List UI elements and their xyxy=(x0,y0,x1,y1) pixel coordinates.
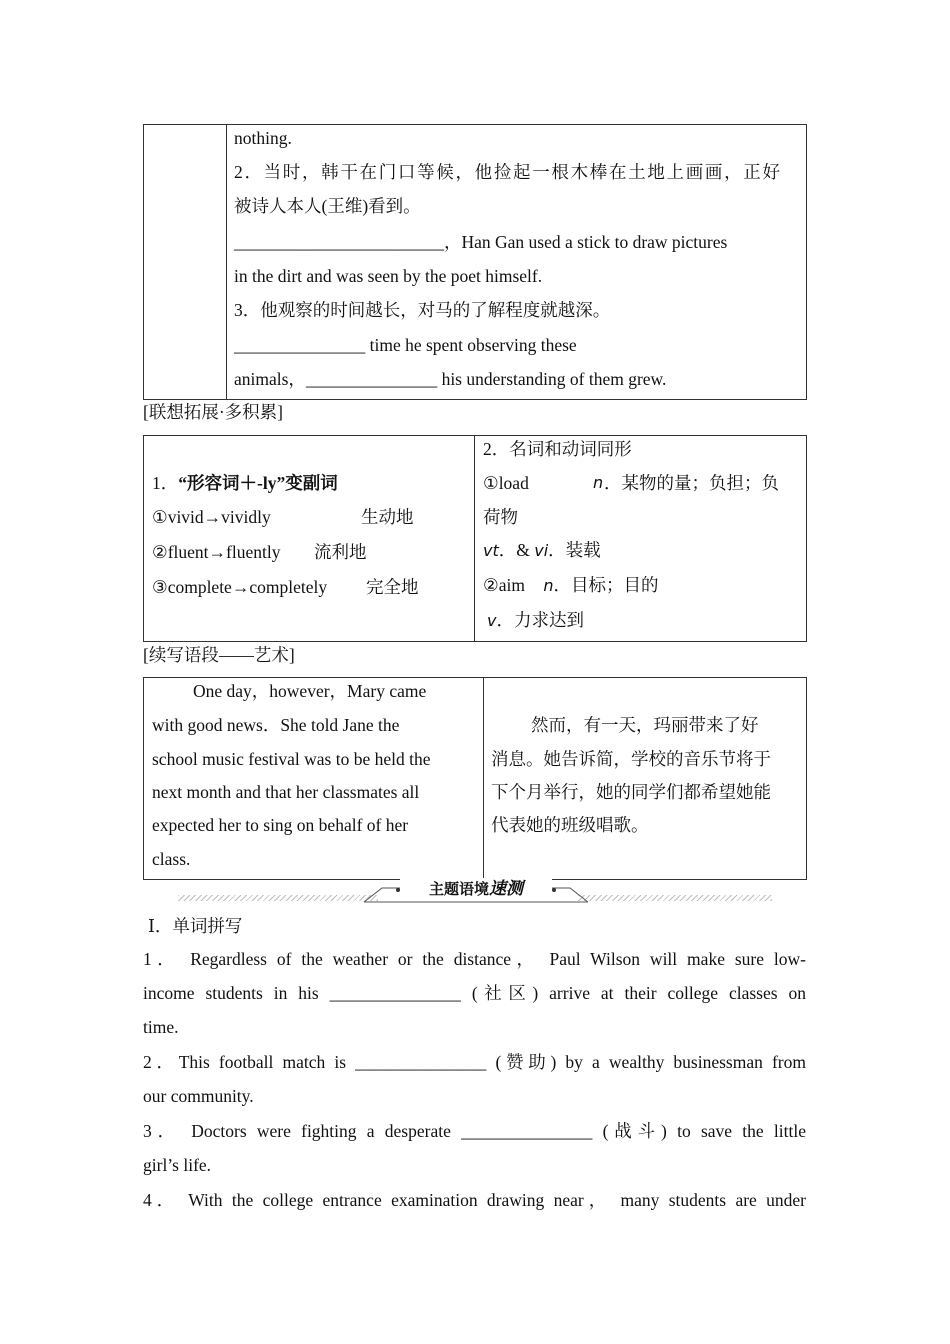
table-2-divider xyxy=(474,435,475,642)
exercise-line-6: 3． Doctors were fighting a desperate _______________ (战斗) to save the little xyxy=(143,1121,806,1141)
load-verb-line: vt．& vi．装载 xyxy=(483,540,601,560)
item-3-english-line-2: animals，_______________ his understanding of them grew. xyxy=(234,369,667,389)
exercise-line-4: 2．This football match is _______________ (赞助) by a wealthy businessman from xyxy=(143,1052,806,1072)
chinese-paragraph-line-2: 消息。她告诉简，学校的音乐节将于 xyxy=(491,749,771,769)
item-2-chinese-line-2: 被诗人本人(王维)看到。 xyxy=(234,196,421,216)
chinese-paragraph-line-4: 代表她的班级唱歌。 xyxy=(491,815,649,835)
item-3-chinese: 3．他观察的时间越长，对马的了解程度就越深。 xyxy=(234,300,611,320)
load-noun-line-2: 荷物 xyxy=(483,507,518,527)
item-2-english-line-2: in the dirt and was seen by the poet himself. xyxy=(234,266,543,286)
table-3-divider xyxy=(483,677,484,880)
left-title: 1．“形容词＋-ly”变副词 xyxy=(152,473,338,493)
exercise-line-1: 1． Regardless of the weather or the distance， Paul Wilson will make sure low- xyxy=(143,949,806,969)
banner-title: 主题语境速测 xyxy=(400,878,552,900)
exercise-line-7: girl’s life. xyxy=(143,1155,212,1175)
aim-noun-line: ②aim n．目标；目的 xyxy=(483,575,659,595)
item-3-blank-1[interactable]: _______________ xyxy=(234,335,366,355)
section-heading-xuxie: [续写语段——艺术] xyxy=(143,645,295,665)
item-2-blank[interactable]: ________________________ xyxy=(234,232,444,252)
banner-hatch-right xyxy=(578,895,772,901)
chinese-paragraph-line-1: 然而，有一天，玛丽带来了好 xyxy=(531,715,759,735)
load-noun-line: ①load n ．某物的量；负担；负 xyxy=(483,473,779,493)
pair-vivid: ①vivid→vividly xyxy=(152,507,271,527)
item-3-blank-2[interactable]: _______________ xyxy=(305,369,438,389)
exercise-section-title: Ⅰ．单词拼写 xyxy=(148,916,243,936)
table-1-divider xyxy=(226,124,227,400)
table-1-continued-text: nothing. xyxy=(234,128,292,148)
banner-hatch-left xyxy=(178,895,378,901)
item-2-english-line-1: ________________________，Han Gan used a stick to draw pictures xyxy=(234,232,728,252)
exercise-line-8: 4． With the college entrance examination drawing near， many students are under xyxy=(143,1190,806,1210)
meaning-complete: 完全地 xyxy=(366,577,419,597)
aim-verb-line: v．力求达到 xyxy=(487,610,584,630)
item-2-chinese-line-1: 2．当时，韩干在门口等候，他捡起一根木棒在土地上画画，正好 xyxy=(234,162,780,182)
english-paragraph-line-5: expected her to sing on behalf of her xyxy=(152,815,409,835)
english-paragraph-line-3: school music festival was to be held the xyxy=(152,749,431,769)
meaning-vivid: 生动地 xyxy=(361,507,414,527)
chinese-paragraph-line-3: 下个月举行，她的同学们都希望她能 xyxy=(491,782,771,802)
section-heading-lianxiang: [联想拓展·多积累] xyxy=(143,402,283,422)
english-paragraph-line-6: class. xyxy=(152,849,191,869)
meaning-fluent: 流利地 xyxy=(314,542,367,562)
exercise-line-5: our community. xyxy=(143,1086,254,1106)
exercise-line-2: income students in his _______________ (社区) arrive at their college classes on xyxy=(143,983,806,1003)
right-title: 2．名词和动词同形 xyxy=(483,439,632,459)
pair-fluent: ②fluent→fluently xyxy=(152,542,281,562)
item-3-english-line-1: _______________ time he spent observing these xyxy=(234,335,577,355)
english-paragraph-line-1: One day，however，Mary came xyxy=(193,681,427,701)
pair-complete: ③complete→completely xyxy=(152,577,328,597)
english-paragraph-line-2: with good news．She told Jane the xyxy=(152,715,400,735)
exercise-line-3: time. xyxy=(143,1017,179,1037)
english-paragraph-line-4: next month and that her classmates all xyxy=(152,782,420,802)
